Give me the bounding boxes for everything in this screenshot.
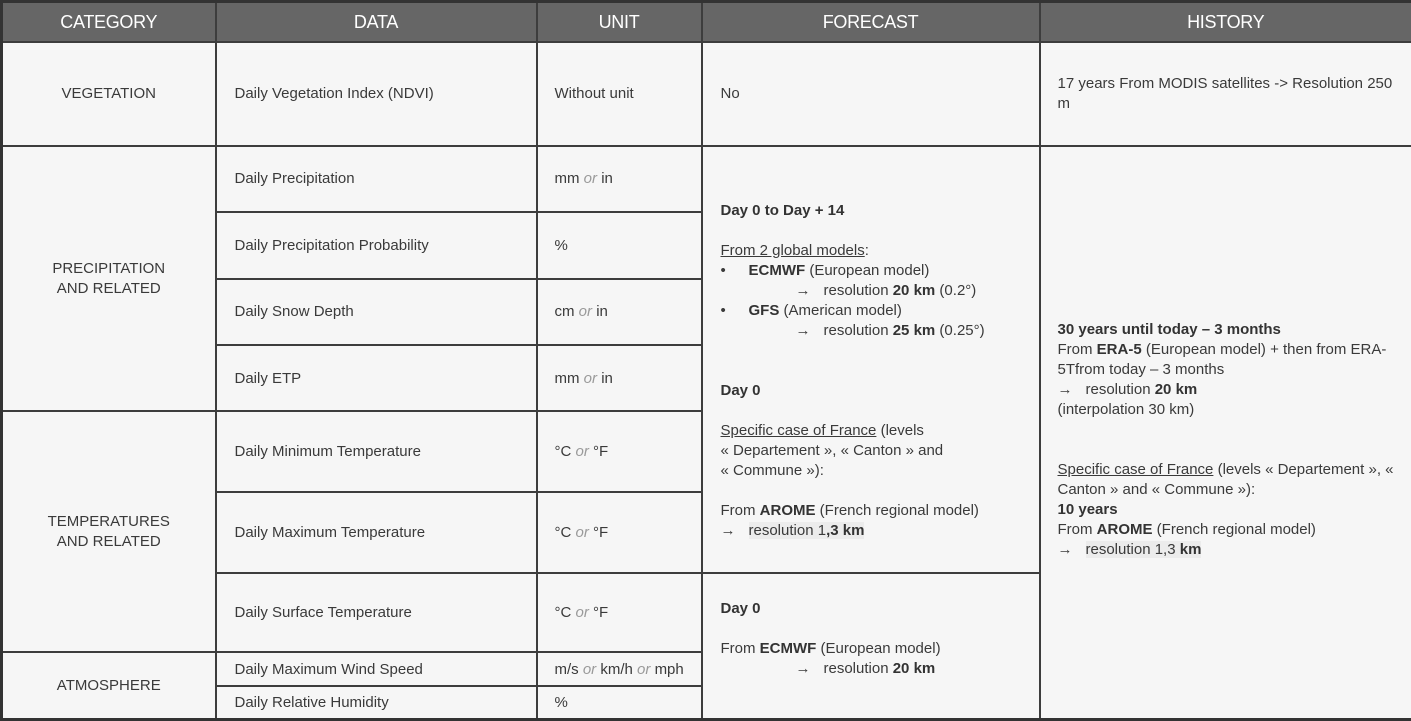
resolution-value: 20 km [892, 281, 936, 299]
unit-option: cm [554, 303, 575, 321]
header-forecast: FORECAST [702, 2, 1040, 43]
unit-option: m/s [554, 660, 579, 678]
model-desc: (French regional model) [1152, 521, 1316, 539]
model-item-ecmwf [721, 261, 1031, 281]
model-desc: (French regional model) [815, 501, 979, 519]
or-separator: or [583, 170, 598, 188]
france-levels-line: « Departement », « Canton » and [720, 441, 944, 459]
data-cell: Daily Surface Temperature [216, 573, 537, 653]
unit-option: in [596, 303, 608, 321]
category-line: TEMPERATURES [47, 512, 170, 530]
arrow-right-icon: → [720, 521, 736, 539]
model-name: AROME [1096, 521, 1153, 539]
unit-cell: % [537, 212, 702, 278]
header-row [2, 2, 1411, 43]
unit-cell [537, 146, 702, 212]
resolution-value: 20 km [892, 659, 936, 677]
ecmwf-source [721, 639, 1031, 659]
model-name: AROME [759, 501, 816, 519]
header-data: DATA [216, 2, 537, 43]
arrow-right-icon: → [1057, 381, 1073, 399]
france-case-text: Specific case of France [720, 421, 877, 439]
models-intro [721, 241, 1031, 261]
header-category: CATEGORY [2, 2, 216, 43]
unit-cell: % [537, 686, 702, 719]
or-separator: or [637, 660, 651, 678]
forecast-cell: No [702, 42, 1040, 146]
resolution-label: resolution [1085, 381, 1155, 399]
france-levels-line: « Commune »): [720, 461, 824, 479]
or-separator: or [575, 603, 589, 621]
category-vegetation: VEGETATION [2, 42, 216, 146]
data-cell: Daily ETP [216, 345, 537, 411]
forecast-title: Day 0 to Day + 14 [720, 201, 845, 219]
unit-cell: Without unit [537, 42, 702, 146]
data-cell: Daily Vegetation Index (NDVI) [216, 42, 537, 146]
resolution-label: resolution [823, 281, 893, 299]
resolution-label: resolution 1,3 [1085, 541, 1180, 559]
data-cell: Daily Precipitation [216, 146, 537, 212]
bullet-icon: • [720, 301, 726, 319]
arrow-right-icon: → [1057, 541, 1073, 559]
from-label: From [1057, 341, 1097, 359]
from-label: From [720, 639, 760, 657]
models-intro-text: From 2 global models [720, 241, 865, 259]
forecast-day0-title: Day 0 [720, 381, 761, 399]
model-name: ECMWF [748, 261, 806, 279]
resolution-value: 25 km [892, 321, 936, 339]
model-resolution [721, 281, 1031, 301]
or-separator: or [583, 369, 598, 387]
unit-cell [537, 279, 702, 345]
resolution-label: resolution 1 [748, 521, 827, 539]
model-item-gfs [721, 301, 1031, 321]
colon: : [864, 241, 869, 259]
unit-option: mph [654, 660, 684, 678]
from-label: From [1057, 521, 1097, 539]
arome-resolution [1058, 540, 1408, 560]
history-cell: 17 years From MODIS satellites -> Resolution 250 m [1040, 42, 1411, 146]
ecmwf-resolution [721, 659, 1031, 679]
unit-option: °C [554, 603, 572, 621]
category-atmosphere: ATMOSPHERE [2, 652, 216, 719]
or-separator: or [575, 443, 589, 461]
model-name: ECMWF [759, 639, 817, 657]
category-temperatures [2, 411, 216, 652]
arrow-right-icon: → [795, 321, 811, 339]
data-cell: Daily Maximum Wind Speed [216, 652, 537, 686]
unit-option: °F [593, 443, 609, 461]
resolution-value: 20 km [1154, 381, 1198, 399]
unit-option: °C [554, 523, 572, 541]
data-cell: Daily Snow Depth [216, 279, 537, 345]
history-title: 30 years until today – 3 months [1057, 321, 1281, 339]
model-name: GFS [748, 301, 780, 319]
model-desc: (European model) + then from ERA-5Tfrom today – 3 months [1057, 341, 1387, 379]
unit-option: mm [554, 369, 580, 387]
model-name: ERA-5 [1096, 341, 1142, 359]
unit-option: mm [554, 170, 580, 188]
arome-resolution [721, 521, 1031, 541]
header-unit: UNIT [537, 2, 702, 43]
resolution-degrees: (0.25°) [935, 321, 985, 339]
category-precipitation [2, 146, 216, 412]
unit-cell [537, 345, 702, 411]
unit-cell [537, 652, 702, 686]
forecast-day0-title: Day 0 [720, 599, 761, 617]
category-line: PRECIPITATION [52, 259, 166, 277]
france-levels: (levels « Departement », « Canton » and « Commune »): [1057, 461, 1394, 499]
unit-cell [537, 573, 702, 653]
unit-option: °C [554, 443, 572, 461]
interpolation-note: (interpolation 30 km) [1057, 401, 1195, 419]
model-desc: (European model) [816, 639, 941, 657]
model-desc: (American model) [779, 301, 902, 319]
arrow-right-icon: → [795, 659, 811, 677]
era5-source [1058, 340, 1408, 380]
unit-option: °F [593, 603, 609, 621]
unit-cell [537, 411, 702, 492]
history-years: 10 years [1057, 501, 1118, 519]
forecast-main-cell [702, 146, 1040, 573]
arome-source [721, 501, 1031, 521]
unit-option: km/h [600, 660, 633, 678]
data-cell: Daily Precipitation Probability [216, 212, 537, 278]
resolution-value: ,3 km [826, 521, 865, 539]
arrow-right-icon: → [795, 281, 811, 299]
era5-resolution [1058, 380, 1408, 400]
bullet-icon: • [720, 261, 726, 279]
or-separator: or [582, 660, 597, 678]
unit-option: °F [593, 523, 609, 541]
resolution-degrees: (0.2°) [935, 281, 977, 299]
unit-option: in [601, 369, 613, 387]
model-desc: (European model) [805, 261, 930, 279]
resolution-label: resolution [823, 659, 893, 677]
france-levels: (levels [876, 421, 924, 439]
france-case [721, 421, 1031, 441]
or-separator: or [575, 523, 589, 541]
history-main-cell [1040, 146, 1411, 720]
header-history: HISTORY [1040, 2, 1411, 43]
france-case-text: Specific case of France [1057, 461, 1214, 479]
resolution-label: resolution [823, 321, 893, 339]
unit-option: in [601, 170, 613, 188]
table-row-vegetation [2, 42, 1411, 146]
data-cell: Daily Relative Humidity [216, 686, 537, 719]
or-separator: or [578, 303, 593, 321]
data-cell: Daily Minimum Temperature [216, 411, 537, 492]
category-line: AND RELATED [56, 532, 161, 550]
category-line: AND RELATED [56, 279, 161, 297]
arome-source [1058, 520, 1408, 540]
unit-cell [537, 492, 702, 573]
from-label: From [720, 501, 760, 519]
data-cell: Daily Maximum Temperature [216, 492, 537, 573]
model-resolution [721, 321, 1031, 341]
table-row [2, 146, 1411, 212]
france-case [1058, 460, 1408, 500]
forecast-surface-cell [702, 573, 1040, 720]
resolution-value: km [1179, 541, 1202, 559]
